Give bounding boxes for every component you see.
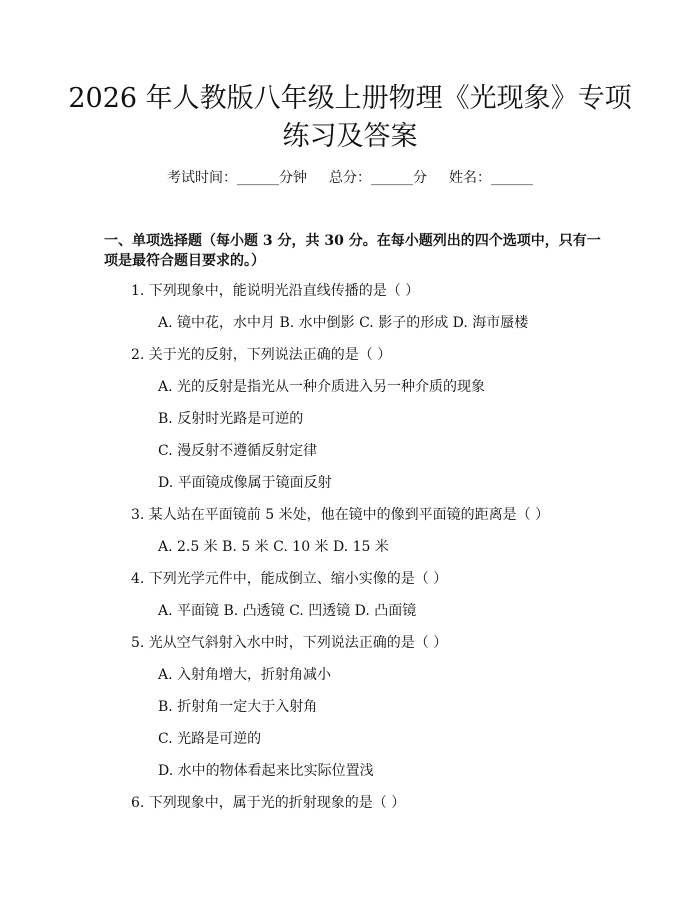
- exam-time-field: 考试时间：______分钟: [167, 170, 307, 186]
- question-stem: 5. 光从空气斜射入水中时，下列说法正确的是（ ）: [131, 635, 448, 651]
- question-stem: 3. 某人站在平面镜前 5 米处，他在镜中的像到平面镜的距离是（ ）: [131, 507, 550, 523]
- question-option: D. 平面镜成像属于镜面反射: [158, 475, 332, 491]
- question-stem: 4. 下列光学元件中，能成倒立、缩小实像的是（ ）: [131, 571, 448, 587]
- question-option: B. 反射时光路是可逆的: [158, 411, 304, 427]
- exam-info-line: [0, 168, 700, 188]
- section-heading: 一、单项选择题（每小题 3 分，共 30 分。在每小题列出的四个选项中，只有一项是最符合题目要求的。）: [104, 233, 601, 269]
- document-title: 2026 年人教版八年级上册物理《光现象》专项练习及答案: [68, 83, 632, 152]
- question-option: A. 平面镜 B. 凸透镜 C. 凹透镜 D. 凸面镜: [158, 603, 417, 619]
- question-option: B. 折射角一定大于入射角: [158, 699, 318, 715]
- question-option: C. 漫反射不遵循反射定律: [158, 443, 318, 459]
- question-option: A. 镜中花，水中月 B. 水中倒影 C. 影子的形成 D. 海市蜃楼: [158, 315, 529, 331]
- name-field: 姓名：______: [449, 170, 533, 186]
- question-stem: 6. 下列现象中，属于光的折射现象的是（ ）: [131, 795, 406, 811]
- total-score-field: 总分：______分: [329, 170, 427, 186]
- question-option: A. 2.5 米 B. 5 米 C. 10 米 D. 15 米: [158, 539, 389, 555]
- question-option: C. 光路是可逆的: [158, 731, 262, 747]
- question-stem: 1. 下列现象中，能说明光沿直线传播的是（ ）: [131, 283, 420, 299]
- question-option: A. 光的反射是指光从一种介质进入另一种介质的现象: [158, 379, 486, 395]
- question-option: D. 水中的物体看起来比实际位置浅: [158, 763, 374, 779]
- question-option: A. 入射角增大，折射角减小: [158, 667, 332, 683]
- question-stem: 2. 关于光的反射，下列说法正确的是（ ）: [131, 347, 392, 363]
